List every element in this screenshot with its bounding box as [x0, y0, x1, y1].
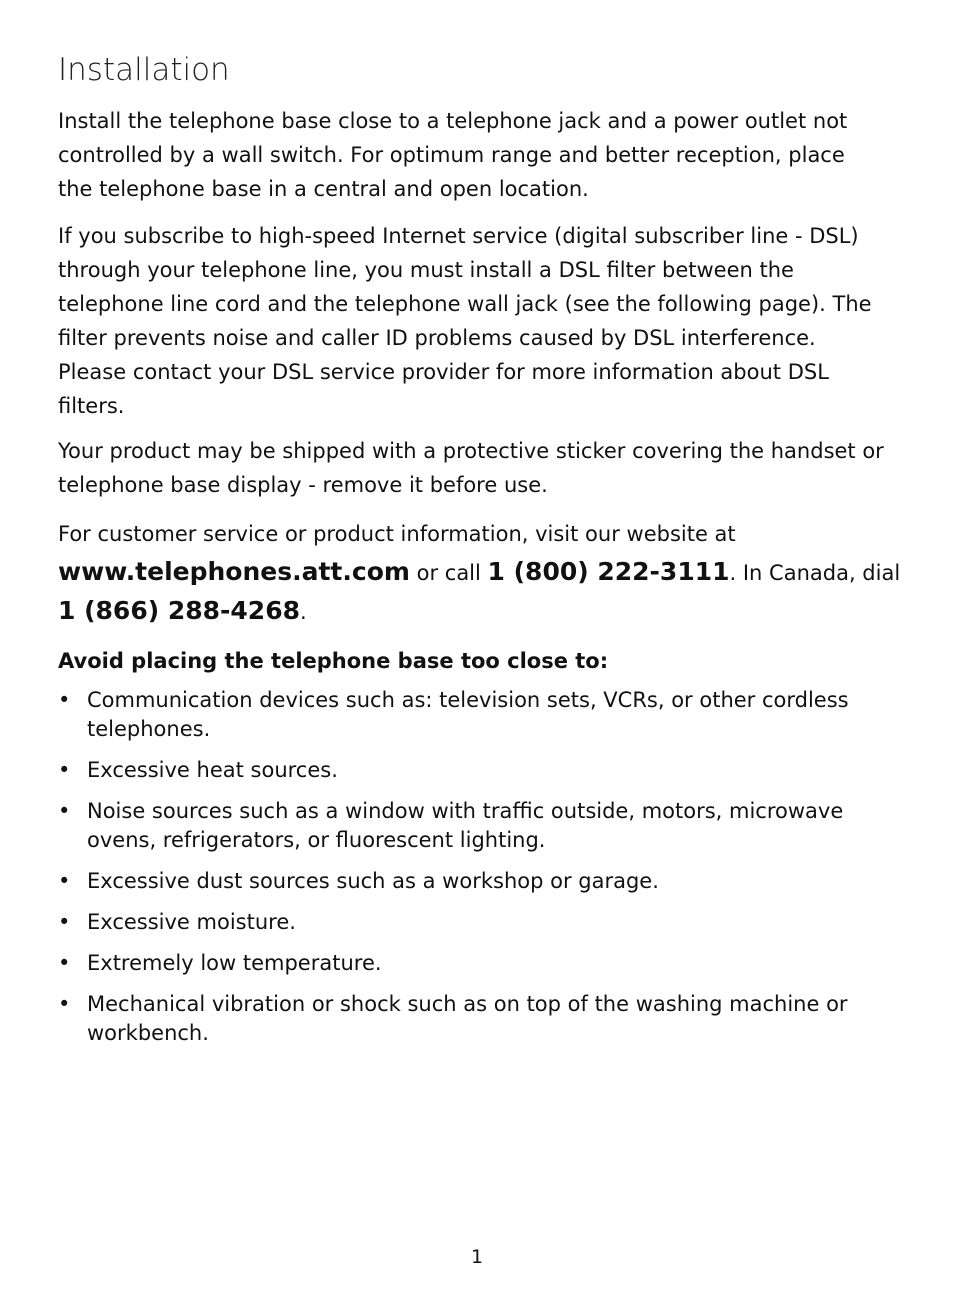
text-line: If you subscribe to high-speed Internet service (digital subscriber line - DSL)	[58, 224, 859, 248]
list-item	[58, 797, 898, 855]
paragraph-dsl	[58, 219, 898, 423]
or-call-text: or call	[409, 561, 488, 585]
contact-intro: For customer service or product information, visit our website at	[58, 522, 736, 546]
text-line: Extremely low temperature.	[87, 951, 382, 975]
text-line: Your product may be shipped with a protective sticker covering the handset or	[58, 439, 884, 463]
list-item	[58, 990, 898, 1048]
text-line	[58, 553, 901, 592]
text-line: telephones.	[87, 717, 211, 741]
bullet-icon: •	[58, 951, 71, 975]
text-line: controlled by a wall switch. For optimum range and better reception, place	[58, 143, 845, 167]
bullet-icon: •	[58, 799, 71, 823]
text-line: Communication devices such as: television sets, VCRs, or other cordless	[87, 688, 849, 712]
avoid-list	[58, 686, 898, 1060]
list-item	[58, 908, 898, 937]
text-line: Install the telephone base close to a telephone jack and a power outlet not	[58, 109, 848, 133]
text-line: Excessive heat sources.	[87, 758, 338, 782]
bullet-icon: •	[58, 992, 71, 1016]
text-line	[58, 592, 898, 631]
text-line: Excessive dust sources such as a workshop or garage.	[87, 869, 659, 893]
avoid-heading: Avoid placing the telephone base too close to:	[58, 649, 609, 673]
website-link[interactable]: www.telephones.att.com	[58, 557, 410, 586]
paragraph-sticker	[58, 434, 898, 502]
text-line: through your telephone line, you must install a DSL filter between the	[58, 258, 794, 282]
bullet-icon: •	[58, 758, 71, 782]
canada-text: . In Canada, dial	[729, 561, 901, 585]
text-line: Mechanical vibration or shock such as on top of the washing machine or	[87, 992, 848, 1016]
text-line: Noise sources such as a window with traffic outside, motors, microwave	[87, 799, 844, 823]
text-line: the telephone base in a central and open location.	[58, 177, 589, 201]
text-line: telephone line cord and the telephone wall jack (see the following page). The	[58, 292, 872, 316]
text-line: filters.	[58, 394, 125, 418]
sentence-end: .	[299, 600, 307, 624]
page-number: 1	[470, 1246, 484, 1268]
list-item	[58, 949, 898, 978]
bullet-icon: •	[58, 688, 71, 712]
text-line: ovens, refrigerators, or fluorescent lighting.	[87, 828, 546, 852]
list-item	[58, 686, 898, 744]
list-item	[58, 867, 898, 896]
phone-us: 1 (800) 222-3111	[487, 557, 730, 586]
text-line: Excessive moisture.	[87, 910, 296, 934]
bullet-icon: •	[58, 869, 71, 893]
page-title: Installation	[58, 52, 230, 88]
paragraph-contact	[58, 515, 901, 631]
text-line: Please contact your DSL service provider for more information about DSL	[58, 360, 829, 384]
text-line: telephone base display - remove it before use.	[58, 473, 548, 497]
list-item	[58, 756, 898, 785]
bullet-icon: •	[58, 910, 71, 934]
paragraph-placement	[58, 104, 898, 206]
text-line: filter prevents noise and caller ID problems caused by DSL interference.	[58, 326, 816, 350]
phone-canada: 1 (866) 288-4268	[58, 596, 300, 625]
text-line: workbench.	[87, 1021, 209, 1045]
